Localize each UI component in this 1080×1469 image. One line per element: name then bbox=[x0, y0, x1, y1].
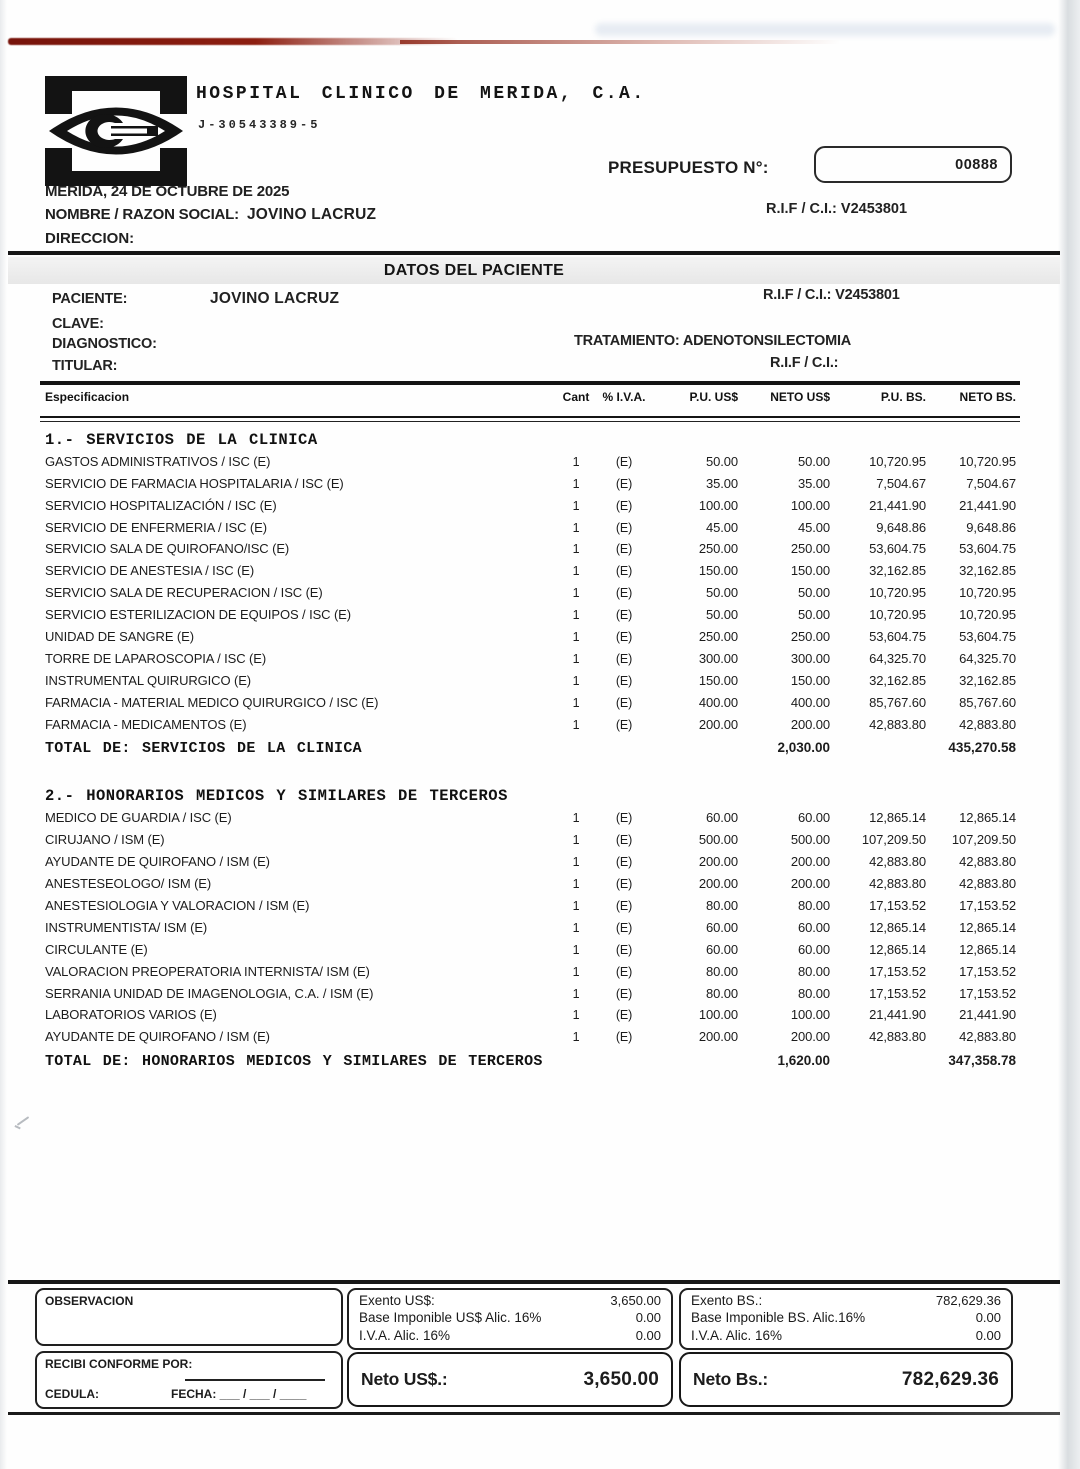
bs-exento-row bbox=[691, 1293, 1001, 1310]
row-cant: 1 bbox=[572, 833, 580, 848]
row-cant: 1 bbox=[572, 651, 580, 666]
row-neto-bs: 10,720.95 bbox=[959, 585, 1016, 601]
section-1-total-label: TOTAL DE: SERVICIOS DE LA CLINICA bbox=[45, 740, 362, 758]
row-pu-usd: 200.00 bbox=[698, 854, 738, 870]
table-row bbox=[40, 563, 1020, 585]
table-row bbox=[40, 651, 1020, 673]
table-row bbox=[40, 1029, 1020, 1051]
section-1-title: 1.- SERVICIOS DE LA CLINICA bbox=[45, 430, 318, 449]
row-neto-usd: 200.00 bbox=[790, 854, 830, 870]
row-neto-bs: 32,162.85 bbox=[959, 563, 1016, 579]
row-iva: (E) bbox=[615, 586, 633, 601]
row-pu-bs: 42,883.80 bbox=[869, 854, 926, 870]
blue-scan-smudge bbox=[595, 23, 1055, 36]
row-pu-bs: 10,720.95 bbox=[869, 585, 926, 601]
row-iva: (E) bbox=[615, 520, 633, 535]
hospital-name: HOSPITAL CLINICO DE MERIDA, C.A. bbox=[196, 84, 646, 104]
row-neto-usd: 60.00 bbox=[797, 941, 830, 957]
row-pu-usd: 80.00 bbox=[705, 898, 738, 914]
row-neto-usd: 250.00 bbox=[790, 629, 830, 645]
bs-iva-value: 0.00 bbox=[975, 1327, 1001, 1343]
bs-exento-value: 782,629.36 bbox=[935, 1293, 1001, 1308]
row-cant: 1 bbox=[572, 920, 580, 935]
row-iva: (E) bbox=[615, 695, 633, 710]
scan-edge-shadow bbox=[1058, 0, 1080, 1469]
row-cant: 1 bbox=[572, 498, 580, 513]
row-neto-bs: 53,604.75 bbox=[959, 541, 1016, 557]
table-row bbox=[40, 629, 1020, 651]
table-row bbox=[40, 1007, 1020, 1029]
bs-base-row bbox=[691, 1310, 1001, 1327]
row-pu-usd: 200.00 bbox=[698, 1029, 738, 1045]
row-pu-usd: 300.00 bbox=[698, 650, 738, 666]
row-pu-bs: 21,441.90 bbox=[869, 497, 926, 513]
titular-label: TITULAR: bbox=[52, 358, 118, 374]
row-pu-usd: 80.00 bbox=[705, 985, 738, 1001]
usd-totals-box bbox=[347, 1288, 673, 1350]
table-rule-thin bbox=[40, 421, 1020, 422]
row-pu-bs: 12,865.14 bbox=[869, 941, 926, 957]
row-description: FARMACIA - MATERIAL MEDICO QUIRURGICO / ISC (E) bbox=[45, 694, 379, 710]
section-1-total-row bbox=[40, 740, 1020, 768]
section-2-total-neto-usd: 1,620.00 bbox=[777, 1053, 830, 1069]
row-pu-usd: 200.00 bbox=[698, 876, 738, 892]
row-pu-usd: 50.00 bbox=[705, 607, 738, 623]
row-pu-bs: 21,441.90 bbox=[869, 1007, 926, 1023]
col-neto-bs: NETO BS. bbox=[959, 389, 1016, 404]
table-row bbox=[40, 964, 1020, 986]
row-pu-bs: 10,720.95 bbox=[869, 453, 926, 469]
row-neto-bs: 21,441.90 bbox=[959, 497, 1016, 513]
row-description: CIRUJANO / ISM (E) bbox=[45, 832, 165, 848]
signature-line bbox=[185, 1379, 325, 1381]
items-table bbox=[40, 381, 1020, 1081]
section-1-total-neto-usd: 2,030.00 bbox=[777, 740, 830, 756]
row-description: SERVICIO DE ANESTESIA / ISC (E) bbox=[45, 563, 255, 579]
row-cant: 1 bbox=[572, 608, 580, 623]
pen-tick-mark bbox=[17, 1116, 30, 1126]
presupuesto-number-box bbox=[814, 146, 1012, 183]
tratamiento-value: TRATAMIENTO: ADENOTONSILECTOMIA bbox=[574, 333, 852, 349]
row-neto-bs: 42,883.80 bbox=[959, 716, 1016, 732]
section-2-title: 2.- HONORARIOS MEDICOS Y SIMILARES DE TERCEROS bbox=[45, 787, 508, 806]
diagnostico-label: DIAGNOSTICO: bbox=[52, 336, 157, 352]
row-neto-bs: 12,865.14 bbox=[959, 919, 1016, 935]
row-neto-usd: 500.00 bbox=[790, 832, 830, 848]
row-pu-bs: 12,865.14 bbox=[869, 919, 926, 935]
row-cant: 1 bbox=[572, 942, 580, 957]
row-neto-usd: 200.00 bbox=[790, 876, 830, 892]
table-row bbox=[40, 986, 1020, 1008]
row-description: AYUDANTE DE QUIROFANO / ISM (E) bbox=[45, 854, 270, 870]
row-description: SERVICIO ESTERILIZACION DE EQUIPOS / ISC (E) bbox=[45, 607, 351, 623]
row-neto-usd: 80.00 bbox=[797, 898, 830, 914]
row-neto-bs: 9,648.86 bbox=[966, 519, 1016, 535]
presupuesto-label: PRESUPUESTO N°: bbox=[608, 158, 769, 177]
row-pu-bs: 53,604.75 bbox=[869, 541, 926, 557]
titular-rif-ci: R.I.F / C.I.: bbox=[770, 355, 839, 371]
row-cant: 1 bbox=[572, 986, 580, 1001]
row-neto-bs: 64,325.70 bbox=[959, 650, 1016, 666]
fecha-label: FECHA: ___ / ___ / ____ bbox=[171, 1387, 307, 1401]
col-cant: Cant bbox=[562, 389, 590, 404]
scan-edge-shadow-left bbox=[0, 0, 7, 1469]
table-row bbox=[40, 695, 1020, 717]
bs-base-label: Base Imponible BS. Alic.16% bbox=[691, 1310, 866, 1326]
row-neto-usd: 150.00 bbox=[790, 672, 830, 688]
col-neto-usd: NETO US$ bbox=[770, 389, 830, 404]
row-neto-bs: 85,767.60 bbox=[959, 694, 1016, 710]
observacion-label: OBSERVACION bbox=[45, 1294, 134, 1308]
row-neto-usd: 50.00 bbox=[797, 607, 830, 623]
table-row bbox=[40, 920, 1020, 942]
neto-bs-box bbox=[679, 1352, 1013, 1407]
row-neto-usd: 80.00 bbox=[797, 963, 830, 979]
row-description: SERVICIO SALA DE RECUPERACION / ISC (E) bbox=[45, 585, 323, 601]
row-iva: (E) bbox=[615, 564, 633, 579]
row-cant: 1 bbox=[572, 811, 580, 826]
row-cant: 1 bbox=[572, 673, 580, 688]
row-description: ANESTESEOLOGO/ ISM (E) bbox=[45, 876, 212, 892]
row-neto-bs: 21,441.90 bbox=[959, 1007, 1016, 1023]
row-pu-usd: 35.00 bbox=[705, 475, 738, 491]
row-description: SERRANIA UNIDAD DE IMAGENOLOGIA, C.A. / ISM (E) bbox=[45, 985, 374, 1001]
document-date: MERIDA, 24 DE OCTUBRE DE 2025 bbox=[45, 183, 290, 200]
bs-totals-box bbox=[679, 1288, 1013, 1350]
row-pu-usd: 400.00 bbox=[698, 694, 738, 710]
row-neto-bs: 17,153.52 bbox=[959, 898, 1016, 914]
table-row bbox=[40, 520, 1020, 542]
row-pu-usd: 200.00 bbox=[698, 716, 738, 732]
row-pu-bs: 107,209.50 bbox=[861, 832, 926, 848]
footer-rule-bottom bbox=[8, 1412, 1060, 1415]
usd-iva-row bbox=[359, 1328, 661, 1345]
table-row bbox=[40, 898, 1020, 920]
row-neto-usd: 60.00 bbox=[797, 919, 830, 935]
red-scan-streak bbox=[8, 38, 458, 45]
table-row bbox=[40, 810, 1020, 832]
razon-social-line bbox=[45, 206, 376, 224]
row-pu-bs: 32,162.85 bbox=[869, 563, 926, 579]
row-cant: 1 bbox=[572, 542, 580, 557]
row-neto-bs: 42,883.80 bbox=[959, 854, 1016, 870]
usd-base-value: 0.00 bbox=[635, 1310, 661, 1326]
row-iva: (E) bbox=[615, 942, 633, 957]
row-pu-usd: 150.00 bbox=[698, 563, 738, 579]
clave-label: CLAVE: bbox=[52, 316, 104, 332]
row-cant: 1 bbox=[572, 586, 580, 601]
row-iva: (E) bbox=[615, 476, 633, 491]
col-iva: % I.V.A. bbox=[602, 389, 646, 404]
row-neto-bs: 107,209.50 bbox=[951, 832, 1016, 848]
row-neto-bs: 17,153.52 bbox=[959, 985, 1016, 1001]
hospital-logo-icon bbox=[45, 76, 187, 191]
row-cant: 1 bbox=[572, 564, 580, 579]
row-pu-bs: 42,883.80 bbox=[869, 1029, 926, 1045]
row-pu-bs: 7,504.67 bbox=[876, 475, 926, 491]
row-description: CIRCULANTE (E) bbox=[45, 941, 148, 957]
paciente-value: JOVINO LACRUZ bbox=[210, 290, 340, 307]
row-pu-usd: 45.00 bbox=[705, 519, 738, 535]
row-iva: (E) bbox=[615, 899, 633, 914]
red-scan-streak-fade bbox=[400, 40, 840, 44]
row-pu-usd: 100.00 bbox=[698, 1007, 738, 1023]
row-description: INSTRUMENTAL QUIRURGICO (E) bbox=[45, 672, 252, 688]
row-pu-usd: 50.00 bbox=[705, 453, 738, 469]
table-header-row bbox=[40, 385, 1020, 414]
row-iva: (E) bbox=[615, 877, 633, 892]
row-description: INSTRUMENTISTA/ ISM (E) bbox=[45, 919, 208, 935]
table-row bbox=[40, 541, 1020, 563]
section-2-total-neto-bs: 347,358.78 bbox=[948, 1053, 1016, 1069]
table-row bbox=[40, 673, 1020, 695]
row-pu-bs: 12,865.14 bbox=[869, 810, 926, 826]
row-neto-bs: 10,720.95 bbox=[959, 607, 1016, 623]
cedula-label: CEDULA: bbox=[45, 1387, 99, 1401]
row-iva: (E) bbox=[615, 542, 633, 557]
row-neto-bs: 7,504.67 bbox=[966, 475, 1016, 491]
row-pu-bs: 42,883.80 bbox=[869, 716, 926, 732]
row-pu-usd: 150.00 bbox=[698, 672, 738, 688]
row-description: TORRE DE LAPAROSCOPIA / ISC (E) bbox=[45, 650, 267, 666]
neto-usd-value: 3,650.00 bbox=[583, 1368, 659, 1390]
usd-base-row bbox=[359, 1310, 661, 1327]
row-iva: (E) bbox=[615, 920, 633, 935]
usd-iva-label: I.V.A. Alic. 16% bbox=[359, 1327, 451, 1343]
row-pu-bs: 64,325.70 bbox=[869, 650, 926, 666]
row-cant: 1 bbox=[572, 964, 580, 979]
row-pu-bs: 53,604.75 bbox=[869, 629, 926, 645]
row-cant: 1 bbox=[572, 1008, 580, 1023]
row-neto-usd: 150.00 bbox=[790, 563, 830, 579]
hospital-rif: J-30543389-5 bbox=[198, 118, 321, 132]
col-pu-usd: P.U. US$ bbox=[689, 389, 738, 404]
row-neto-bs: 12,865.14 bbox=[959, 941, 1016, 957]
row-pu-usd: 60.00 bbox=[705, 919, 738, 935]
row-pu-bs: 85,767.60 bbox=[869, 694, 926, 710]
row-description: VALORACION PREOPERATORIA INTERNISTA/ ISM (E) bbox=[45, 963, 370, 979]
usd-exento-label: Exento US$: bbox=[359, 1293, 435, 1308]
neto-bs-label: Neto Bs.: bbox=[693, 1369, 769, 1389]
patient-band-title: DATOS DEL PACIENTE bbox=[383, 261, 565, 279]
paciente-label: PACIENTE: bbox=[52, 291, 128, 307]
bs-exento-label: Exento BS.: bbox=[691, 1293, 763, 1308]
recibi-conforme-box bbox=[35, 1351, 343, 1409]
row-iva: (E) bbox=[615, 811, 633, 826]
row-neto-usd: 50.00 bbox=[797, 585, 830, 601]
row-iva: (E) bbox=[615, 717, 633, 732]
row-neto-usd: 45.00 bbox=[797, 519, 830, 535]
row-description: SERVICIO DE ENFERMERIA / ISC (E) bbox=[45, 519, 267, 535]
row-neto-usd: 300.00 bbox=[790, 650, 830, 666]
row-neto-bs: 10,720.95 bbox=[959, 453, 1016, 469]
row-description: SERVICIO HOSPITALIZACIÓN / ISC (E) bbox=[45, 497, 277, 513]
table-row bbox=[40, 854, 1020, 876]
razon-social-value: JOVINO LACRUZ bbox=[246, 206, 377, 223]
table-row bbox=[40, 876, 1020, 898]
patient-band bbox=[8, 257, 1060, 284]
row-neto-bs: 12,865.14 bbox=[959, 810, 1016, 826]
row-pu-bs: 42,883.80 bbox=[869, 876, 926, 892]
row-pu-bs: 32,162.85 bbox=[869, 672, 926, 688]
bs-iva-row bbox=[691, 1328, 1001, 1345]
row-description: AYUDANTE DE QUIROFANO / ISM (E) bbox=[45, 1029, 270, 1045]
row-cant: 1 bbox=[572, 476, 580, 491]
usd-iva-value: 0.00 bbox=[635, 1327, 661, 1343]
row-description: FARMACIA - MEDICAMENTOS (E) bbox=[45, 716, 247, 732]
table-row bbox=[40, 585, 1020, 607]
presupuesto-number: 00888 bbox=[955, 156, 998, 173]
usd-base-label: Base Imponible US$ Alic. 16% bbox=[359, 1310, 542, 1326]
row-iva: (E) bbox=[615, 964, 633, 979]
usd-exento-value: 3,650.00 bbox=[610, 1293, 661, 1308]
header-rif-ci: R.I.F / C.I.: V2453801 bbox=[766, 201, 908, 217]
row-neto-bs: 53,604.75 bbox=[959, 629, 1016, 645]
row-description: LABORATORIOS VARIOS (E) bbox=[45, 1007, 217, 1023]
row-pu-bs: 9,648.86 bbox=[876, 519, 926, 535]
row-neto-usd: 100.00 bbox=[790, 497, 830, 513]
row-pu-usd: 60.00 bbox=[705, 941, 738, 957]
row-iva: (E) bbox=[615, 986, 633, 1001]
row-description: MEDICO DE GUARDIA / ISC (E) bbox=[45, 810, 232, 826]
row-pu-usd: 250.00 bbox=[698, 629, 738, 645]
row-pu-usd: 50.00 bbox=[705, 585, 738, 601]
section-2-total-row bbox=[40, 1053, 1020, 1081]
row-neto-bs: 17,153.52 bbox=[959, 963, 1016, 979]
neto-usd-label: Neto US$.: bbox=[361, 1369, 448, 1389]
row-pu-bs: 17,153.52 bbox=[869, 963, 926, 979]
row-cant: 1 bbox=[572, 1030, 580, 1045]
row-neto-bs: 42,883.80 bbox=[959, 1029, 1016, 1045]
col-pu-bs: P.U. BS. bbox=[880, 389, 926, 404]
row-cant: 1 bbox=[572, 855, 580, 870]
row-iva: (E) bbox=[615, 1030, 633, 1045]
row-neto-usd: 50.00 bbox=[797, 453, 830, 469]
row-description: SERVICIO DE FARMACIA HOSPITALARIA / ISC (E) bbox=[45, 475, 344, 491]
row-description: ANESTESIOLOGIA Y VALORACION / ISM (E) bbox=[45, 898, 310, 914]
row-pu-usd: 80.00 bbox=[705, 963, 738, 979]
row-cant: 1 bbox=[572, 630, 580, 645]
table-row bbox=[40, 832, 1020, 854]
row-neto-usd: 200.00 bbox=[790, 1029, 830, 1045]
row-pu-usd: 60.00 bbox=[705, 810, 738, 826]
row-neto-usd: 100.00 bbox=[790, 1007, 830, 1023]
row-description: GASTOS ADMINISTRATIVOS / ISC (E) bbox=[45, 453, 271, 469]
row-iva: (E) bbox=[615, 833, 633, 848]
razon-social-label: NOMBRE / RAZON SOCIAL: bbox=[45, 206, 239, 223]
table-rule-mid bbox=[40, 416, 1020, 419]
row-cant: 1 bbox=[572, 877, 580, 892]
table-row bbox=[40, 607, 1020, 629]
row-pu-usd: 500.00 bbox=[698, 832, 738, 848]
row-iva: (E) bbox=[615, 855, 633, 870]
row-pu-usd: 250.00 bbox=[698, 541, 738, 557]
row-neto-usd: 80.00 bbox=[797, 985, 830, 1001]
row-iva: (E) bbox=[615, 630, 633, 645]
footer-rule-top bbox=[8, 1280, 1060, 1284]
divider-rule bbox=[8, 251, 1060, 255]
row-iva: (E) bbox=[615, 1008, 633, 1023]
row-iva: (E) bbox=[615, 498, 633, 513]
row-pu-bs: 17,153.52 bbox=[869, 898, 926, 914]
row-cant: 1 bbox=[572, 695, 580, 710]
observacion-box bbox=[35, 1288, 343, 1346]
row-neto-usd: 60.00 bbox=[797, 810, 830, 826]
row-iva: (E) bbox=[615, 673, 633, 688]
row-neto-usd: 200.00 bbox=[790, 716, 830, 732]
row-cant: 1 bbox=[572, 899, 580, 914]
direccion-label: DIRECCION: bbox=[45, 230, 135, 247]
row-description: UNIDAD DE SANGRE (E) bbox=[45, 629, 194, 645]
row-iva: (E) bbox=[615, 454, 633, 469]
table-row bbox=[40, 498, 1020, 520]
row-iva: (E) bbox=[615, 608, 633, 623]
row-neto-usd: 250.00 bbox=[790, 541, 830, 557]
neto-usd-box bbox=[347, 1352, 673, 1407]
row-neto-usd: 35.00 bbox=[797, 475, 830, 491]
usd-exento-row bbox=[359, 1293, 661, 1310]
row-description: SERVICIO SALA DE QUIROFANO/ISC (E) bbox=[45, 541, 290, 557]
col-especificacion: Especificacion bbox=[45, 389, 130, 404]
table-row bbox=[40, 454, 1020, 476]
table-row bbox=[40, 476, 1020, 498]
row-neto-bs: 32,162.85 bbox=[959, 672, 1016, 688]
section-2-total-label: TOTAL DE: HONORARIOS MEDICOS Y SIMILARES DE TERCEROS bbox=[45, 1053, 543, 1071]
row-pu-bs: 10,720.95 bbox=[869, 607, 926, 623]
bs-base-value: 0.00 bbox=[975, 1310, 1001, 1326]
table-row bbox=[40, 717, 1020, 739]
table-row bbox=[40, 942, 1020, 964]
section-2-rows bbox=[40, 810, 1020, 1051]
row-cant: 1 bbox=[572, 454, 580, 469]
row-iva: (E) bbox=[615, 651, 633, 666]
recibi-label: RECIBI CONFORME POR: bbox=[45, 1357, 193, 1371]
patient-rif-ci: R.I.F / C.I.: V2453801 bbox=[763, 287, 900, 303]
row-pu-usd: 100.00 bbox=[698, 497, 738, 513]
row-cant: 1 bbox=[572, 520, 580, 535]
row-pu-bs: 17,153.52 bbox=[869, 985, 926, 1001]
bs-iva-label: I.V.A. Alic. 16% bbox=[691, 1327, 783, 1343]
row-neto-usd: 400.00 bbox=[790, 694, 830, 710]
row-cant: 1 bbox=[572, 717, 580, 732]
section-1-total-neto-bs: 435,270.58 bbox=[948, 740, 1016, 756]
row-neto-bs: 42,883.80 bbox=[959, 876, 1016, 892]
neto-bs-value: 782,629.36 bbox=[901, 1368, 999, 1390]
section-1-rows bbox=[40, 454, 1020, 739]
